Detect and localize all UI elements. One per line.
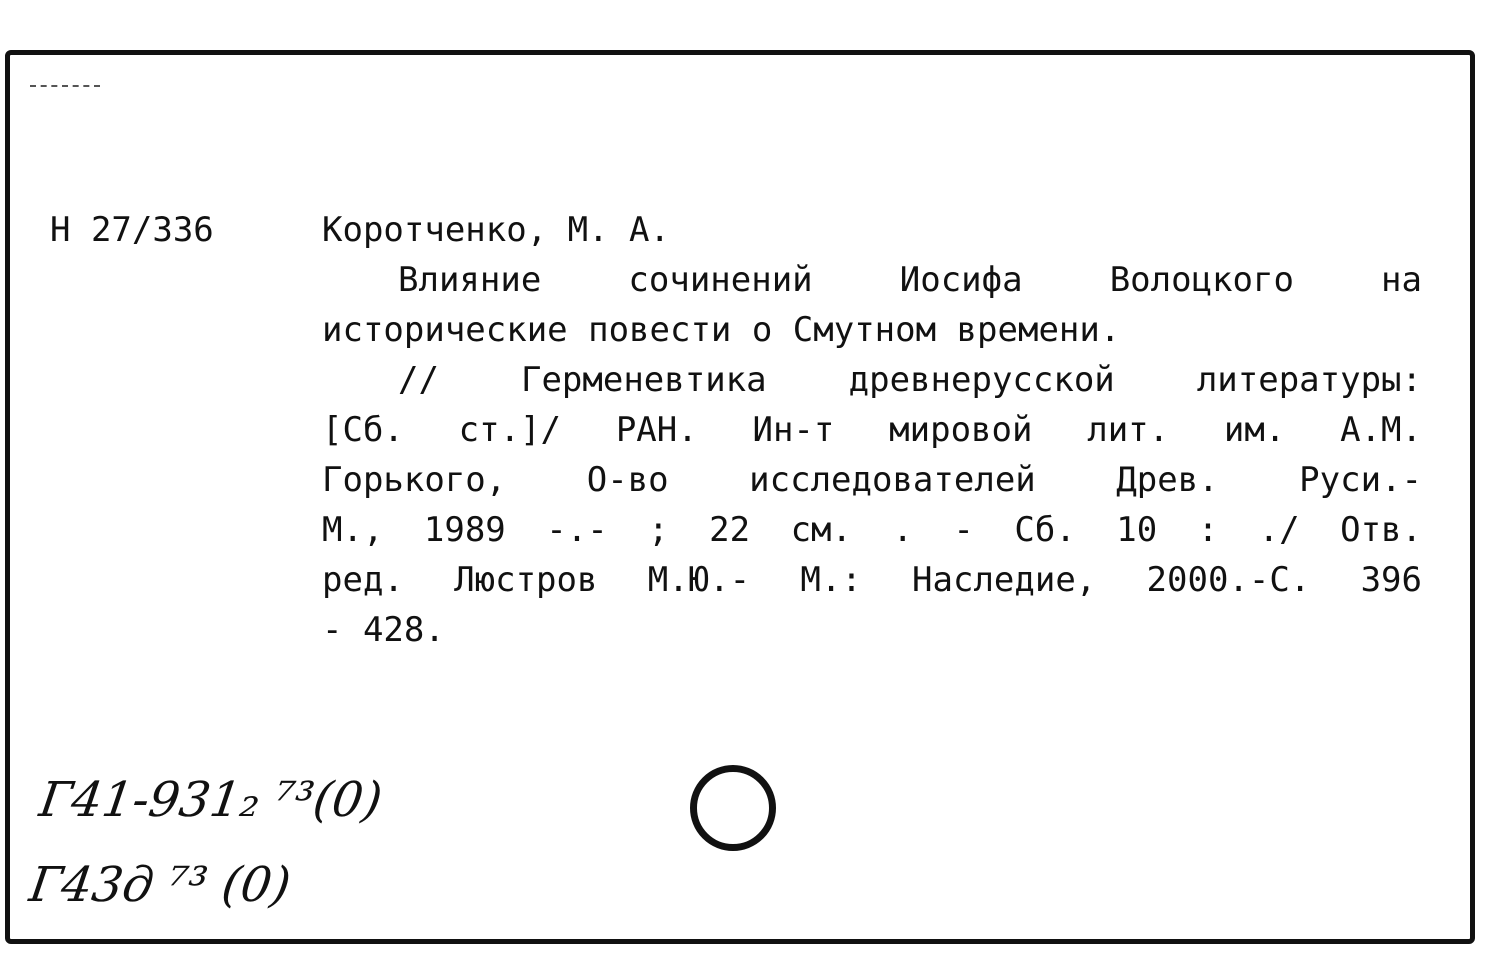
author-line: Коротченко, М. А.	[322, 210, 670, 250]
bibliographic-entry	[322, 205, 1422, 655]
source-line-6: - 428.	[322, 610, 445, 650]
source-line-5: ред. Люстров М.Ю.- М.: Наследие, 2000.-С. 396	[322, 560, 1422, 600]
call-number: Н 27/336	[50, 210, 214, 250]
title-line-2: исторические повести о Смутном времени.	[322, 310, 1121, 350]
source-line-1: // Герменевтика древнерусской литературы:	[398, 360, 1422, 400]
source-line-3: Горького, О-во исследователей Древ. Руси.-	[322, 460, 1422, 500]
title-line-1: Влияние сочинений Иосифа Волоцкого на	[398, 260, 1422, 300]
handwritten-shelf-mark-2: Г43д ⁷³ (0)	[26, 857, 295, 913]
dashed-mark	[30, 85, 100, 90]
handwritten-shelf-mark-1: Г41-931₂ ⁷³(0)	[36, 772, 386, 828]
source-line-4: М., 1989 -.- ; 22 см. . - Сб. 10 : ./ Отв.	[322, 510, 1422, 550]
punch-hole	[690, 765, 776, 851]
source-line-2: [Сб. ст.]/ РАН. Ин-т мировой лит. им. А.М.	[322, 410, 1422, 450]
